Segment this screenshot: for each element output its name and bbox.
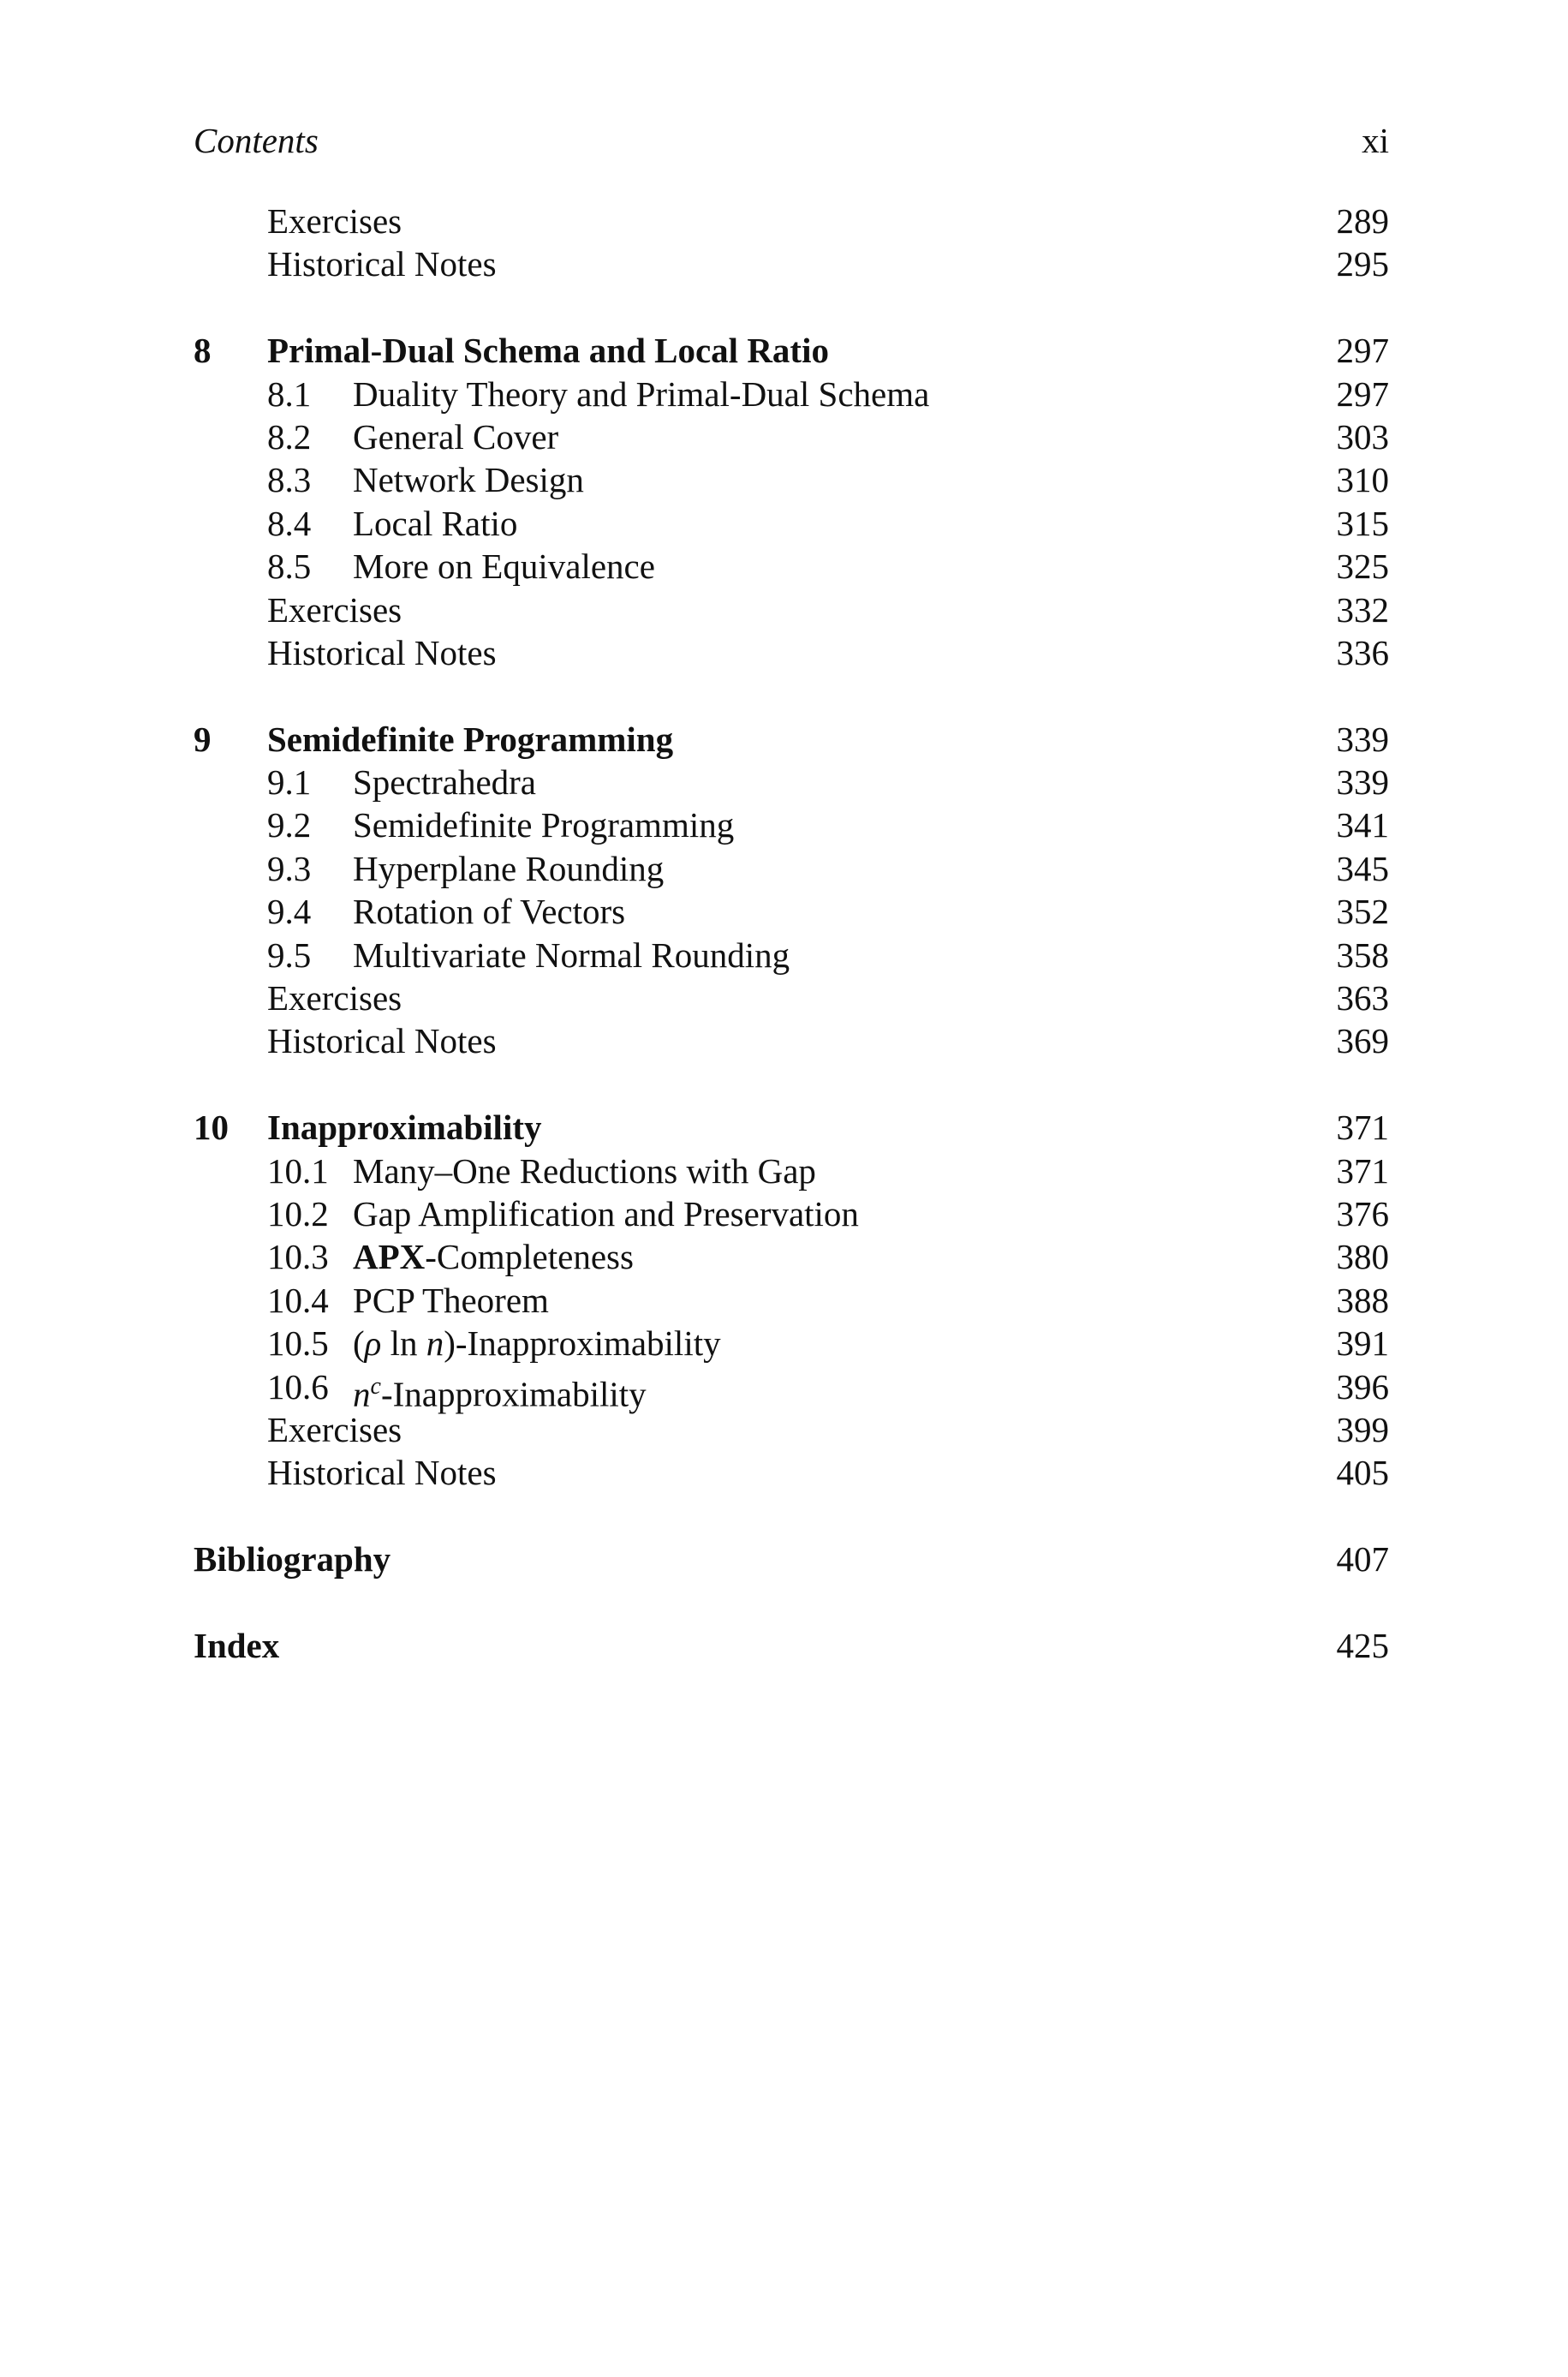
- section-number: 10.5: [267, 1323, 329, 1364]
- entry-title: Exercises: [267, 201, 402, 241]
- spacer: [194, 1063, 1389, 1106]
- toc-section[interactable]: [194, 1322, 1389, 1365]
- section-page: 345: [1336, 848, 1389, 888]
- section-number: 8.4: [267, 503, 312, 543]
- section-page: 388: [1336, 1280, 1389, 1320]
- math-close-paren: ): [444, 1323, 456, 1364]
- section-number: 9.5: [267, 935, 312, 975]
- chapter-number: 10: [194, 1108, 229, 1148]
- spacer: [194, 674, 1389, 717]
- entry-title: Exercises: [267, 1409, 402, 1449]
- toc-section[interactable]: [194, 761, 1389, 803]
- toc-section[interactable]: [194, 415, 1389, 458]
- section-page: 303: [1336, 416, 1389, 457]
- chapter-page: 371: [1336, 1108, 1389, 1148]
- entry-page: 289: [1336, 201, 1389, 241]
- section-page: 396: [1336, 1366, 1389, 1406]
- section-title: Semidefinite Programming: [353, 805, 735, 845]
- entry-page: 399: [1336, 1409, 1389, 1449]
- section-number: 10.4: [267, 1280, 329, 1320]
- entry-title: Historical Notes: [267, 1453, 497, 1493]
- toc-entry[interactable]: [194, 631, 1389, 674]
- section-page: 325: [1336, 546, 1389, 587]
- section-title-rest: -Inapproximability: [380, 1374, 647, 1414]
- section-title: Network Design: [353, 460, 584, 500]
- toc-chapter-10[interactable]: [194, 1106, 1389, 1149]
- section-title: PCP Theorem: [353, 1280, 549, 1320]
- toc-bibliography[interactable]: [194, 1538, 1389, 1580]
- section-number: 8.1: [267, 373, 312, 414]
- section-number: 9.1: [267, 762, 312, 803]
- toc-section[interactable]: [194, 890, 1389, 933]
- toc-entry[interactable]: [194, 976, 1389, 1019]
- toc-section[interactable]: [194, 1235, 1389, 1278]
- toc-section[interactable]: [194, 502, 1389, 545]
- index-title: Index: [194, 1625, 280, 1665]
- toc-section[interactable]: [194, 847, 1389, 890]
- chapter-number: 9: [194, 719, 212, 759]
- section-title: [353, 1235, 634, 1278]
- toc-index[interactable]: [194, 1624, 1389, 1667]
- toc-section[interactable]: [194, 803, 1389, 846]
- entry-title: Exercises: [267, 978, 402, 1018]
- section-page: 380: [1336, 1237, 1389, 1277]
- toc-section[interactable]: [194, 458, 1389, 501]
- entry-page: 332: [1336, 589, 1389, 630]
- toc-section[interactable]: [194, 545, 1389, 588]
- chapter-page: 297: [1336, 331, 1389, 371]
- chapter-title: Inapproximability: [267, 1108, 542, 1148]
- section-title: General Cover: [353, 416, 559, 457]
- section-number: 10.1: [267, 1150, 329, 1191]
- section-number: 8.2: [267, 416, 312, 457]
- section-title: More on Equivalence: [353, 546, 655, 587]
- page-number: xi: [1362, 121, 1389, 160]
- section-title: [353, 1322, 721, 1365]
- chapter-number: 8: [194, 331, 212, 371]
- math-n: n: [426, 1323, 444, 1364]
- spacer: [194, 286, 1389, 329]
- section-title-rest: -Completeness: [425, 1237, 634, 1277]
- section-title: Local Ratio: [353, 503, 518, 543]
- chapter-title: Semidefinite Programming: [267, 719, 674, 759]
- section-title: Hyperplane Rounding: [353, 848, 665, 888]
- toc-section[interactable]: [194, 373, 1389, 415]
- entry-title: Historical Notes: [267, 244, 497, 284]
- math-c-superscript: c: [370, 1372, 381, 1400]
- entry-page: 369: [1336, 1021, 1389, 1061]
- index-page: 425: [1336, 1625, 1389, 1665]
- chapter-title: Primal-Dual Schema and Local Ratio: [267, 331, 829, 371]
- math-rho: ρ: [364, 1323, 382, 1364]
- entry-page: 363: [1336, 978, 1389, 1018]
- toc-entry[interactable]: [194, 242, 1389, 285]
- math-ln: ln: [381, 1323, 426, 1364]
- section-title: Many–One Reductions with Gap: [353, 1150, 816, 1191]
- entry-page: 336: [1336, 632, 1389, 672]
- apx-bold: APX: [353, 1237, 426, 1277]
- section-page: 371: [1336, 1150, 1389, 1191]
- section-title: Rotation of Vectors: [353, 892, 626, 932]
- entry-title: Historical Notes: [267, 1021, 497, 1061]
- section-number: 9.3: [267, 848, 312, 888]
- entry-page: 295: [1336, 244, 1389, 284]
- toc-entry[interactable]: [194, 588, 1389, 631]
- spacer: [194, 1581, 1389, 1624]
- section-title: Duality Theory and Primal-Dual Schema: [353, 373, 930, 414]
- section-page: 315: [1336, 503, 1389, 543]
- section-page: 391: [1336, 1323, 1389, 1364]
- section-page: 339: [1336, 762, 1389, 803]
- section-title: Gap Amplification and Preservation: [353, 1193, 859, 1233]
- toc-chapter-8[interactable]: [194, 329, 1389, 372]
- section-page: 297: [1336, 373, 1389, 414]
- bibliography-title: Bibliography: [194, 1539, 391, 1580]
- page-header: [194, 120, 1389, 171]
- toc-section[interactable]: [194, 1150, 1389, 1192]
- section-page: 310: [1336, 460, 1389, 500]
- entry-page: 405: [1336, 1453, 1389, 1493]
- entry-title: Historical Notes: [267, 632, 497, 672]
- toc-section[interactable]: [194, 1279, 1389, 1322]
- section-number: 9.4: [267, 892, 312, 932]
- section-page: 341: [1336, 805, 1389, 845]
- math-open-paren: (: [353, 1323, 365, 1364]
- toc-chapter-9[interactable]: [194, 718, 1389, 761]
- toc-section[interactable]: [194, 1365, 1389, 1414]
- toc-entry[interactable]: [194, 1451, 1389, 1494]
- section-number: 10.3: [267, 1237, 329, 1277]
- section-number: 9.2: [267, 805, 312, 845]
- toc-section[interactable]: [194, 1192, 1389, 1235]
- section-title: Spectrahedra: [353, 762, 536, 803]
- spacer: [194, 1495, 1389, 1538]
- toc-section[interactable]: [194, 934, 1389, 976]
- math-n-base: n: [353, 1374, 371, 1414]
- section-number: 10.6: [267, 1366, 329, 1406]
- bibliography-page: 407: [1336, 1539, 1389, 1580]
- toc-entry[interactable]: [194, 1408, 1389, 1451]
- section-number: 8.3: [267, 460, 312, 500]
- section-number: 10.2: [267, 1193, 329, 1233]
- section-page: 358: [1336, 935, 1389, 975]
- running-title: Contents: [194, 121, 319, 160]
- table-of-contents: [194, 200, 1389, 1667]
- section-page: 352: [1336, 892, 1389, 932]
- section-title-rest: -Inapproximability: [455, 1323, 721, 1364]
- toc-entry[interactable]: [194, 1019, 1389, 1062]
- section-page: 376: [1336, 1193, 1389, 1233]
- entry-title: Exercises: [267, 589, 402, 630]
- toc-entry[interactable]: [194, 200, 1389, 242]
- chapter-page: 339: [1336, 719, 1389, 759]
- section-title: Multivariate Normal Rounding: [353, 935, 790, 975]
- section-number: 8.5: [267, 546, 312, 587]
